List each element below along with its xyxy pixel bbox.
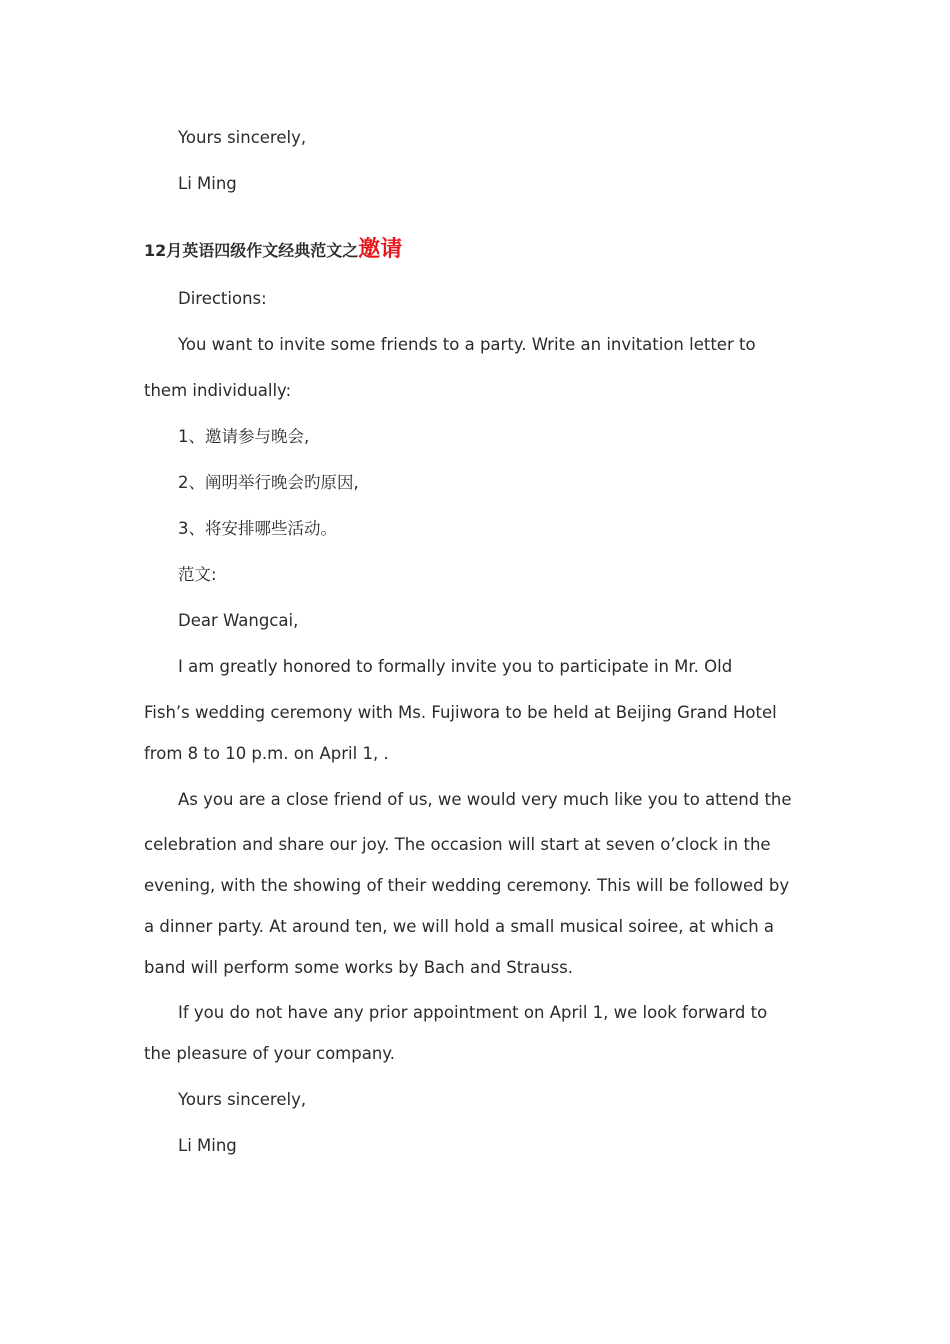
- letter-signature: Li Ming: [178, 1136, 237, 1155]
- letter-paragraph-line: evening, with the showing of their wedding ceremony. This will be followed by: [144, 876, 790, 895]
- previous-letter-closing: Yours sincerely,: [178, 128, 307, 147]
- letter-paragraph-line: band will perform some works by Bach and Strauss.: [144, 958, 574, 977]
- requirement-item: 3、将安排哪些活动。: [178, 519, 337, 538]
- prompt-line: You want to invite some friends to a party. Write an invitation letter to: [178, 335, 756, 354]
- letter-paragraph-line: If you do not have any prior appointment on April 1, we look forward to: [178, 1003, 768, 1022]
- directions-label: Directions:: [178, 289, 267, 308]
- letter-paragraph-line: As you are a close friend of us, we would very much like you to attend the: [178, 790, 792, 809]
- letter-paragraph-line: I am greatly honored to formally invite you to participate in Mr. Old: [178, 657, 733, 676]
- section-heading: [144, 236, 402, 265]
- letter-paragraph-line: a dinner party. At around ten, we will hold a small musical soiree, at which a: [144, 917, 775, 936]
- letter-closing: Yours sincerely,: [178, 1090, 307, 1109]
- requirement-item: 2、阐明举行晚会旳原因,: [178, 473, 359, 492]
- previous-letter-signature: Li Ming: [178, 174, 237, 193]
- sample-label: 范文:: [178, 565, 217, 584]
- heading-accent: 邀请: [358, 237, 403, 262]
- requirement-item: 1、邀请参与晚会,: [178, 427, 310, 446]
- letter-paragraph-line: celebration and share our joy. The occasion will start at seven o’clock in the: [144, 835, 771, 854]
- letter-paragraph-line: the pleasure of your company.: [144, 1044, 395, 1063]
- heading-prefix: 12月英语四级作文经典范文之: [144, 241, 359, 260]
- letter-salutation: Dear Wangcai,: [178, 611, 299, 630]
- prompt-line: them individually:: [144, 381, 292, 400]
- letter-paragraph-line: Fish’s wedding ceremony with Ms. Fujiwora to be held at Beijing Grand Hotel: [144, 703, 777, 722]
- letter-paragraph-line: from 8 to 10 p.m. on April 1, .: [144, 744, 389, 763]
